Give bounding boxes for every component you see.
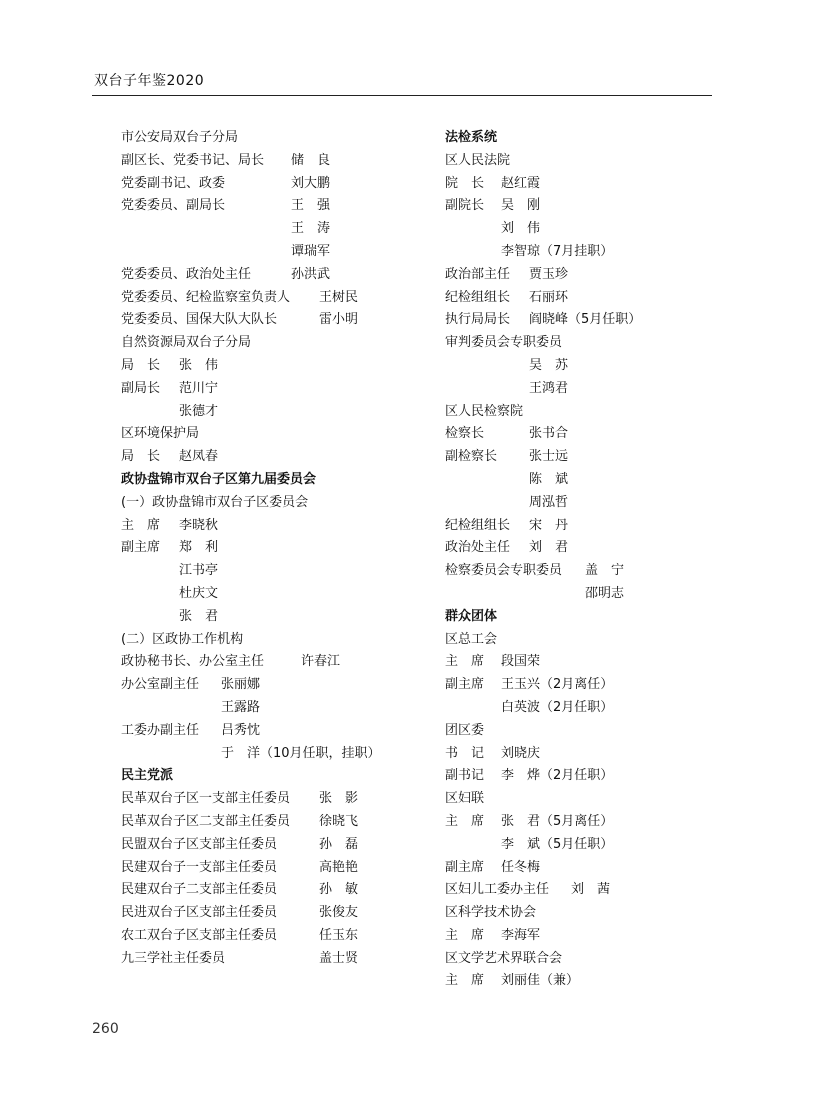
person-name: 李智琼（7月挂职） bbox=[501, 243, 614, 259]
person-name: 于 洋（10月任职，挂职） bbox=[221, 745, 381, 761]
person-name: 李 斌（5月任职） bbox=[501, 836, 614, 852]
unit-name: 区妇联 bbox=[445, 791, 485, 807]
position-title: 副区长、党委书记、局长 bbox=[121, 152, 265, 168]
roster-line bbox=[121, 401, 411, 424]
person-name: 王玉兴（2月离任） bbox=[501, 677, 614, 693]
person-name: 范川宁 bbox=[179, 380, 219, 396]
person-name: 李海军 bbox=[501, 927, 541, 943]
person-name: 张士远 bbox=[529, 449, 569, 465]
roster-line bbox=[445, 195, 735, 218]
person-name: 杜庆文 bbox=[179, 585, 219, 601]
roster-line bbox=[445, 857, 735, 880]
position-title: 局 长 bbox=[121, 449, 161, 465]
person-name: 周泓哲 bbox=[529, 494, 569, 510]
person-name: 刘丽佳（兼） bbox=[501, 973, 580, 989]
position-title: 院 长 bbox=[445, 175, 485, 191]
roster-line bbox=[445, 469, 735, 492]
person-name: 刘大鹏 bbox=[291, 175, 331, 191]
roster-line bbox=[445, 834, 735, 857]
person-name: 雷小明 bbox=[319, 312, 359, 328]
person-name: 陈 斌 bbox=[529, 471, 569, 487]
person-name: 李晓秋 bbox=[179, 517, 219, 533]
roster-line bbox=[121, 788, 411, 811]
right-column bbox=[445, 127, 735, 993]
roster-line bbox=[445, 674, 735, 697]
roster-line bbox=[121, 560, 411, 583]
unit-name: 群众团体 bbox=[445, 608, 498, 624]
position-title: 主 席 bbox=[445, 927, 485, 943]
position-title: 主 席 bbox=[445, 973, 485, 989]
person-name: 任冬梅 bbox=[501, 859, 541, 875]
person-name: 赵红霞 bbox=[501, 175, 541, 191]
roster-line bbox=[445, 651, 735, 674]
position-title: 九三学社主任委员 bbox=[121, 950, 226, 966]
yearbook-header-title: 双台子年鉴2020 bbox=[94, 73, 205, 89]
roster-line bbox=[445, 378, 735, 401]
unit-name: 区人民检察院 bbox=[445, 403, 524, 419]
person-name: 张 影 bbox=[319, 791, 359, 807]
roster-line bbox=[445, 332, 735, 355]
person-name: 高艳艳 bbox=[319, 859, 359, 875]
person-name: 宋 丹 bbox=[529, 517, 569, 533]
roster-line bbox=[445, 287, 735, 310]
roster-line bbox=[121, 606, 411, 629]
position-title: 民革双台子区二支部主任委员 bbox=[121, 813, 291, 829]
position-title: 党委委员、副局长 bbox=[121, 198, 226, 214]
position-title: 主 席 bbox=[445, 813, 485, 829]
roster-line bbox=[121, 309, 411, 332]
roster-line bbox=[445, 173, 735, 196]
person-name: 王 涛 bbox=[291, 221, 331, 237]
roster-line bbox=[121, 150, 411, 173]
roster-line bbox=[445, 423, 735, 446]
left-column bbox=[121, 127, 411, 970]
roster-line bbox=[445, 446, 735, 469]
page-number: 260 bbox=[92, 1021, 119, 1037]
person-name: 王 强 bbox=[291, 198, 331, 214]
roster-line bbox=[445, 150, 735, 173]
roster-line bbox=[445, 401, 735, 424]
person-name: 王露路 bbox=[221, 699, 261, 715]
section-heading bbox=[121, 765, 411, 788]
position-title: 办公室副主任 bbox=[121, 677, 200, 693]
roster-line bbox=[121, 173, 411, 196]
roster-line bbox=[121, 423, 411, 446]
person-name: 邵明志 bbox=[585, 585, 625, 601]
position-title: 民革双台子区一支部主任委员 bbox=[121, 791, 291, 807]
person-name: 张德才 bbox=[179, 403, 219, 419]
person-name: 石丽环 bbox=[529, 289, 569, 305]
person-name: 吴 苏 bbox=[529, 357, 569, 373]
roster-line bbox=[445, 492, 735, 515]
position-title: 政治处主任 bbox=[445, 540, 511, 556]
person-name: 刘 茜 bbox=[571, 882, 611, 898]
roster-line bbox=[121, 834, 411, 857]
person-name: 张丽娜 bbox=[221, 677, 261, 693]
position-title: 副院长 bbox=[445, 198, 485, 214]
position-title: 副主席 bbox=[445, 677, 485, 693]
unit-name: 区总工会 bbox=[445, 631, 498, 647]
person-name: 张 君 bbox=[179, 608, 219, 624]
unit-name: (二）区政协工作机构 bbox=[121, 631, 244, 647]
position-title: 主 席 bbox=[121, 517, 161, 533]
position-title: 书 记 bbox=[445, 745, 485, 761]
person-name: 许春江 bbox=[301, 654, 341, 670]
roster-line bbox=[445, 811, 735, 834]
roster-line bbox=[445, 264, 735, 287]
position-title: 副主席 bbox=[445, 859, 485, 875]
roster-line bbox=[445, 788, 735, 811]
position-title: 工委办副主任 bbox=[121, 722, 200, 738]
person-name: 盖士贤 bbox=[319, 950, 359, 966]
position-title: 局 长 bbox=[121, 357, 161, 373]
section-heading bbox=[445, 606, 735, 629]
roster-line bbox=[445, 629, 735, 652]
position-title: 民盟双台子区支部主任委员 bbox=[121, 836, 278, 852]
roster-line bbox=[121, 674, 411, 697]
roster-line bbox=[121, 218, 411, 241]
roster-line bbox=[445, 560, 735, 583]
position-title: 主 席 bbox=[445, 654, 485, 670]
roster-line bbox=[445, 583, 735, 606]
roster-line bbox=[121, 697, 411, 720]
roster-line bbox=[121, 378, 411, 401]
roster-line bbox=[121, 583, 411, 606]
roster-line bbox=[121, 629, 411, 652]
position-title: 党委委员、纪检监察室负责人 bbox=[121, 289, 291, 305]
roster-line bbox=[121, 195, 411, 218]
roster-line bbox=[121, 925, 411, 948]
person-name: 吕秀忱 bbox=[221, 722, 261, 738]
section-heading bbox=[121, 469, 411, 492]
person-name: 贾玉珍 bbox=[529, 266, 569, 282]
roster-line bbox=[445, 902, 735, 925]
unit-name: 区科学技术协会 bbox=[445, 905, 537, 921]
roster-line bbox=[121, 811, 411, 834]
person-name: 孙 敏 bbox=[319, 882, 359, 898]
roster-line bbox=[445, 697, 735, 720]
roster-line bbox=[121, 355, 411, 378]
roster-line bbox=[121, 264, 411, 287]
person-name: 吴 刚 bbox=[501, 198, 541, 214]
person-name: 谭瑞军 bbox=[291, 243, 331, 259]
position-title: 副书记 bbox=[445, 768, 485, 784]
roster-line bbox=[121, 492, 411, 515]
unit-name: 政协盘锦市双台子区第九届委员会 bbox=[121, 471, 317, 487]
person-name: 张 伟 bbox=[179, 357, 219, 373]
roster-line bbox=[445, 355, 735, 378]
roster-line bbox=[445, 879, 735, 902]
unit-name: 市公安局双台子分局 bbox=[121, 130, 239, 145]
person-name: 赵凤春 bbox=[179, 449, 219, 465]
roster-line bbox=[445, 743, 735, 766]
position-title: 副主席 bbox=[121, 540, 161, 556]
roster-line bbox=[121, 651, 411, 674]
section-heading bbox=[445, 127, 735, 150]
person-name: 江书亭 bbox=[179, 563, 219, 579]
person-name: 盖 宁 bbox=[585, 563, 625, 579]
person-name: 李 烨（2月任职） bbox=[501, 768, 614, 784]
person-name: 阎晓峰（5月任职） bbox=[529, 312, 642, 328]
roster-line bbox=[121, 332, 411, 355]
person-name: 徐晓飞 bbox=[319, 813, 359, 829]
position-title: 检察长 bbox=[445, 426, 485, 442]
person-name: 孙洪武 bbox=[291, 266, 331, 282]
person-name: 张俊友 bbox=[319, 905, 359, 921]
roster-line bbox=[445, 515, 735, 538]
person-name: 郑 利 bbox=[179, 540, 219, 556]
position-title: 政协秘书长、办公室主任 bbox=[121, 654, 265, 670]
roster-line bbox=[445, 218, 735, 241]
roster-line bbox=[121, 743, 411, 766]
unit-name: 区人民法院 bbox=[445, 152, 511, 168]
unit-name: 区环境保护局 bbox=[121, 426, 200, 442]
roster-line bbox=[121, 287, 411, 310]
position-title: 区妇儿工委办主任 bbox=[445, 882, 550, 898]
position-title: 民建双台子一支部主任委员 bbox=[121, 859, 278, 875]
roster-line bbox=[121, 537, 411, 560]
position-title: 纪检组组长 bbox=[445, 289, 511, 305]
roster-line bbox=[121, 948, 411, 971]
position-title: 农工双台子区支部主任委员 bbox=[121, 927, 278, 943]
position-title: 纪检组组长 bbox=[445, 517, 511, 533]
position-title: 检察委员会专职委员 bbox=[445, 563, 563, 579]
person-name: 张书合 bbox=[529, 426, 569, 442]
position-title: 副局长 bbox=[121, 380, 161, 396]
roster-line bbox=[445, 537, 735, 560]
position-title: 党委委员、国保大队大队长 bbox=[121, 312, 278, 328]
roster-line bbox=[445, 925, 735, 948]
unit-name: 审判委员会专职委员 bbox=[445, 335, 563, 351]
roster-line bbox=[445, 970, 735, 993]
person-name: 白英波（2月任职） bbox=[501, 699, 614, 715]
person-name: 张 君（5月离任） bbox=[501, 813, 614, 829]
person-name: 刘 君 bbox=[529, 540, 569, 556]
position-title: 政治部主任 bbox=[445, 266, 511, 282]
roster-line bbox=[121, 515, 411, 538]
position-title: 执行局局长 bbox=[445, 312, 511, 328]
roster-line bbox=[445, 309, 735, 332]
person-name: 任玉东 bbox=[319, 927, 359, 943]
roster-line bbox=[445, 720, 735, 743]
unit-name: 民主党派 bbox=[121, 768, 174, 784]
person-name: 储 良 bbox=[291, 152, 331, 168]
unit-name: 自然资源局双台子分局 bbox=[121, 335, 252, 351]
unit-name: 法检系统 bbox=[445, 130, 498, 145]
position-title: 民建双台子二支部主任委员 bbox=[121, 882, 278, 898]
header-divider bbox=[92, 95, 712, 96]
roster-line bbox=[121, 902, 411, 925]
roster-line bbox=[121, 446, 411, 469]
unit-name: 区文学艺术界联合会 bbox=[445, 950, 563, 966]
roster-line bbox=[121, 857, 411, 880]
roster-line bbox=[121, 127, 411, 150]
roster-line bbox=[121, 879, 411, 902]
unit-name: (一）政协盘锦市双台子区委员会 bbox=[121, 494, 309, 510]
position-title: 党委副书记、政委 bbox=[121, 175, 226, 191]
position-title: 副检察长 bbox=[445, 449, 498, 465]
roster-line bbox=[445, 948, 735, 971]
person-name: 段国荣 bbox=[501, 654, 541, 670]
person-name: 刘晓庆 bbox=[501, 745, 541, 761]
person-name: 王鸿君 bbox=[529, 380, 569, 396]
position-title: 党委委员、政治处主任 bbox=[121, 266, 252, 282]
person-name: 孙 磊 bbox=[319, 836, 359, 852]
roster-line bbox=[121, 720, 411, 743]
person-name: 王树民 bbox=[319, 289, 359, 305]
position-title: 民进双台子区支部主任委员 bbox=[121, 905, 278, 921]
roster-line bbox=[121, 241, 411, 264]
person-name: 刘 伟 bbox=[501, 221, 541, 237]
roster-line bbox=[445, 241, 735, 264]
unit-name: 团区委 bbox=[445, 722, 485, 738]
roster-line bbox=[445, 765, 735, 788]
